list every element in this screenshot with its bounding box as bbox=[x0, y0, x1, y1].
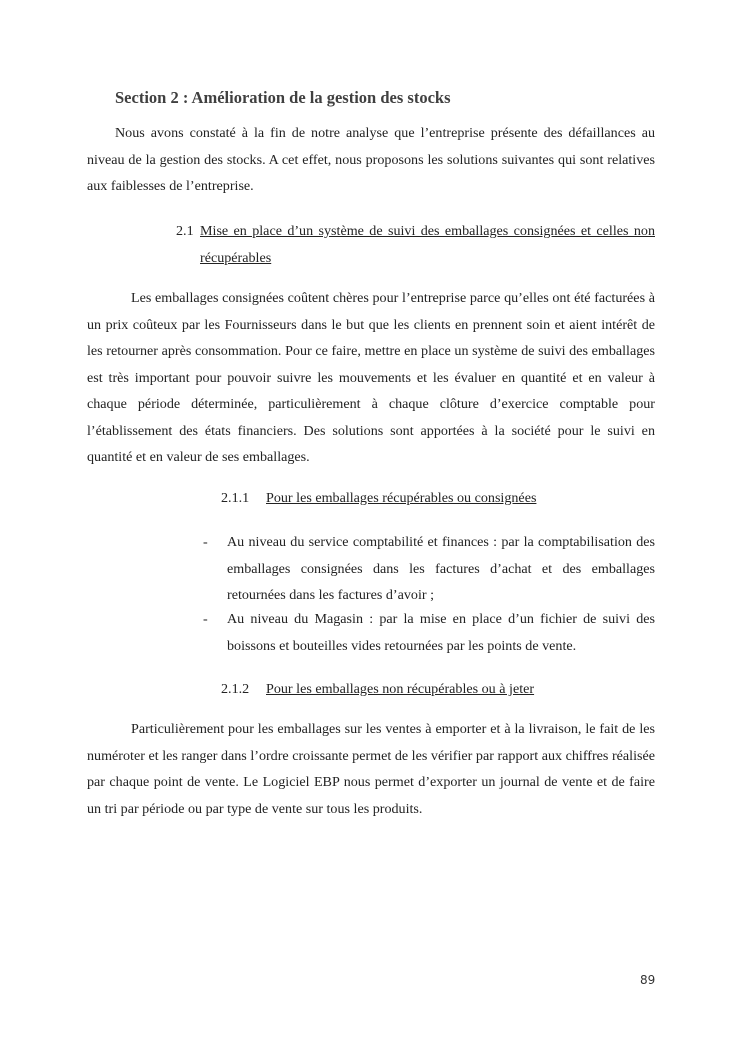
sub2-number: 2.1.2 bbox=[221, 681, 250, 697]
subsection-paragraph: Les emballages consignées coûtent chères pour l’entreprise parce qu’elles ont été facturées à un prix coûteux par les Fournisseurs dans le but que les clients en prennent soin et aient intérêt de les retourner après consommation. Pour ce faire, mettre en place un système de suivi des emballages est très important pour pouvoir suivre les mouvements et les évaluer en quantité et en valeur à chaque période déterminée, particulièrement à chaque clôture d’exercice comptable pour l’établissement des états financiers. Des solutions sont apportées à la société pour le suivi en quantité et en valeur de ses emballages. bbox=[87, 290, 655, 465]
sub1-title: Pour les emballages récupérables ou consignées bbox=[266, 490, 537, 506]
bullet-dash: - bbox=[203, 611, 208, 627]
sub2-paragraph: Particulièrement pour les emballages sur les ventes à emporter et à la livraison, le fait de les numéroter et les ranger dans l’ordre croissante permet de les vérifier par rapport aux chiffres réalisée par chaque point de vente. Le Logiciel EBP nous permet d’exporter un journal de vente et de faire un tri par période ou par type de vente sur tous les produits. bbox=[87, 721, 655, 817]
bullet-text-magasin: Au niveau du Magasin : par la mise en place d’un fichier de suivi des boissons et bouteilles vides retournées par les points de vente. bbox=[227, 611, 655, 654]
intro-paragraph: Nous avons constaté à la fin de notre analyse que l’entreprise présente des défaillances au niveau de la gestion des stocks. A cet effet, nous proposons les solutions suivantes qui sont relatives aux faiblesses de l’entreprise. bbox=[87, 125, 655, 194]
bullet-dash: - bbox=[203, 534, 208, 550]
sub2-title: Pour les emballages non récupérables ou à jeter bbox=[266, 681, 535, 697]
section-title: Section 2 : Amélioration de la gestion des stocks bbox=[115, 88, 451, 107]
page-number: 89 bbox=[640, 973, 656, 987]
subsection-number: 2.1 bbox=[176, 223, 194, 239]
bullet-text-comptabilite: Au niveau du service comptabilité et finances : par la comptabilisation des emballages consignées dans les factures d’achat et des emballages retournées dans les factures d’avoir ; bbox=[227, 534, 655, 603]
sub1-number: 2.1.1 bbox=[221, 490, 250, 506]
subsection-title: Mise en place d’un système de suivi des emballages consignées et celles non récupérables bbox=[200, 223, 655, 266]
